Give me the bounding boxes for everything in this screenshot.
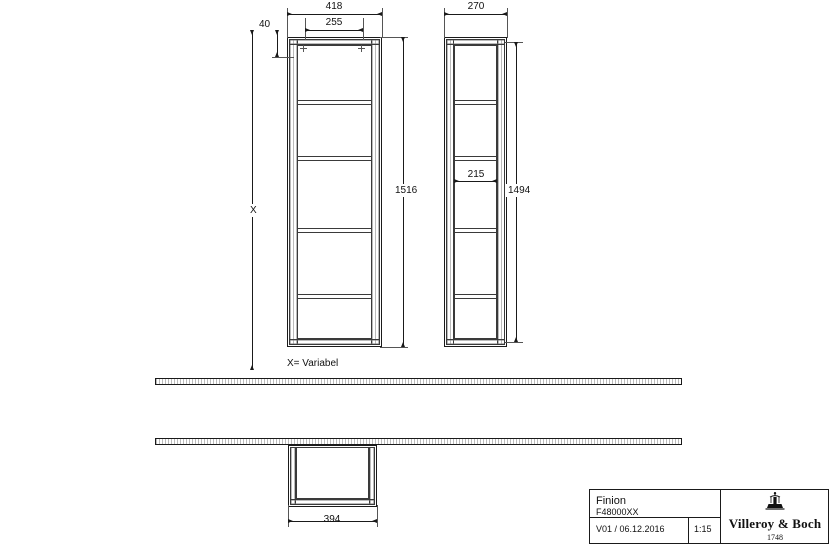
side-view-right-wall-hatch [497,39,505,345]
ext-line-394-right [377,505,378,527]
ext-line-1494-bottom [505,342,523,343]
dim-label-40: 40 [259,19,271,30]
side-view-bottom-wall-hatch [446,339,505,345]
side-view-shelf-3b [454,232,497,233]
dim-arrow-270-right [502,12,507,16]
dim-arrow-40-top [275,30,279,35]
ext-line-1516-bottom [380,347,408,348]
dim-arrow-418-left [287,12,292,16]
plan-view-bottom-wall-hatch [290,499,375,505]
dim-arrow-394-left [288,519,293,523]
side-view-left-wall-hatch [446,39,454,345]
wall-band-upper-hatch [156,379,681,384]
front-view-shelf-1b [297,104,372,105]
variable-note: X= Variabel [287,358,339,369]
fountain-icon [762,492,788,515]
dim-arrow-x-bottom [250,365,254,370]
dim-arrow-x-top [250,30,254,35]
plan-view-interior-outline [296,447,369,499]
ext-line-418-right [382,8,383,38]
dim-arrow-418-right [377,12,382,16]
front-view-shelf-2 [297,156,372,157]
scale: 1:15 [694,524,712,534]
dim-label-394: 394 [323,514,341,525]
dim-line-270 [444,14,507,15]
dim-label-x: X [250,205,257,216]
dim-arrow-255-left [305,28,310,32]
dim-label-1494: 1494 [508,185,531,196]
dim-arrow-1516-bottom [401,342,405,347]
front-view-shelf-2b [297,160,372,161]
dim-label-255: 255 [325,17,343,28]
front-view-marker-left-v [303,45,304,52]
dim-label-1516: 1516 [395,185,418,196]
product-name: Finion [596,495,626,507]
front-view-shelf-3b [297,232,372,233]
side-view-shelf-3 [454,228,497,229]
dim-line-x [252,30,253,370]
article-number: F48000XX [596,507,639,517]
front-view-shelf-1 [297,100,372,101]
dim-line-255 [305,30,363,31]
brand-established-year: 1748 [767,533,783,542]
brand-name: Villeroy & Boch [728,516,822,531]
dim-line-418 [287,14,382,15]
dim-label-270: 270 [467,1,485,12]
dim-label-215: 215 [467,169,485,180]
dim-arrow-270-left [444,12,449,16]
side-view-shelf-2 [454,156,497,157]
dim-arrow-255-right [358,28,363,32]
dim-arrow-215-right [492,179,497,183]
dim-arrow-394-right [372,519,377,523]
ext-line-255-right [363,18,364,40]
front-view-right-wall-hatch [371,39,380,345]
front-view-marker-right-v [361,45,362,52]
dim-label-418: 418 [325,1,343,12]
plan-view-right-wall-hatch [369,447,375,505]
brand-logo [721,490,829,544]
ext-line-40-bottom [272,57,294,58]
dim-arrow-1494-top [514,42,518,47]
title-block [589,489,829,544]
wall-band-lower-hatch [156,439,681,444]
title-block-divider-horizontal [590,517,720,518]
side-view-shelf-2b [454,160,497,161]
ext-line-270-right [507,8,508,38]
version-date: V01 / 06.12.2016 [596,524,665,534]
dim-arrow-215-left [454,179,459,183]
front-view-shelf-4 [297,294,372,295]
dim-arrow-1494-bottom [514,337,518,342]
side-view-shelf-4b [454,298,497,299]
ext-line-394-left [288,505,289,527]
side-view-shelf-4 [454,294,497,295]
front-view-shelf-3 [297,228,372,229]
dim-arrow-1516-top [401,37,405,42]
title-block-divider-vertical-2 [688,517,689,544]
side-view-shelf-1 [454,100,497,101]
side-view-shelf-1b [454,104,497,105]
front-view-shelf-4b [297,298,372,299]
dim-line-215 [454,181,497,182]
front-view-bottom-wall-hatch [289,339,380,345]
